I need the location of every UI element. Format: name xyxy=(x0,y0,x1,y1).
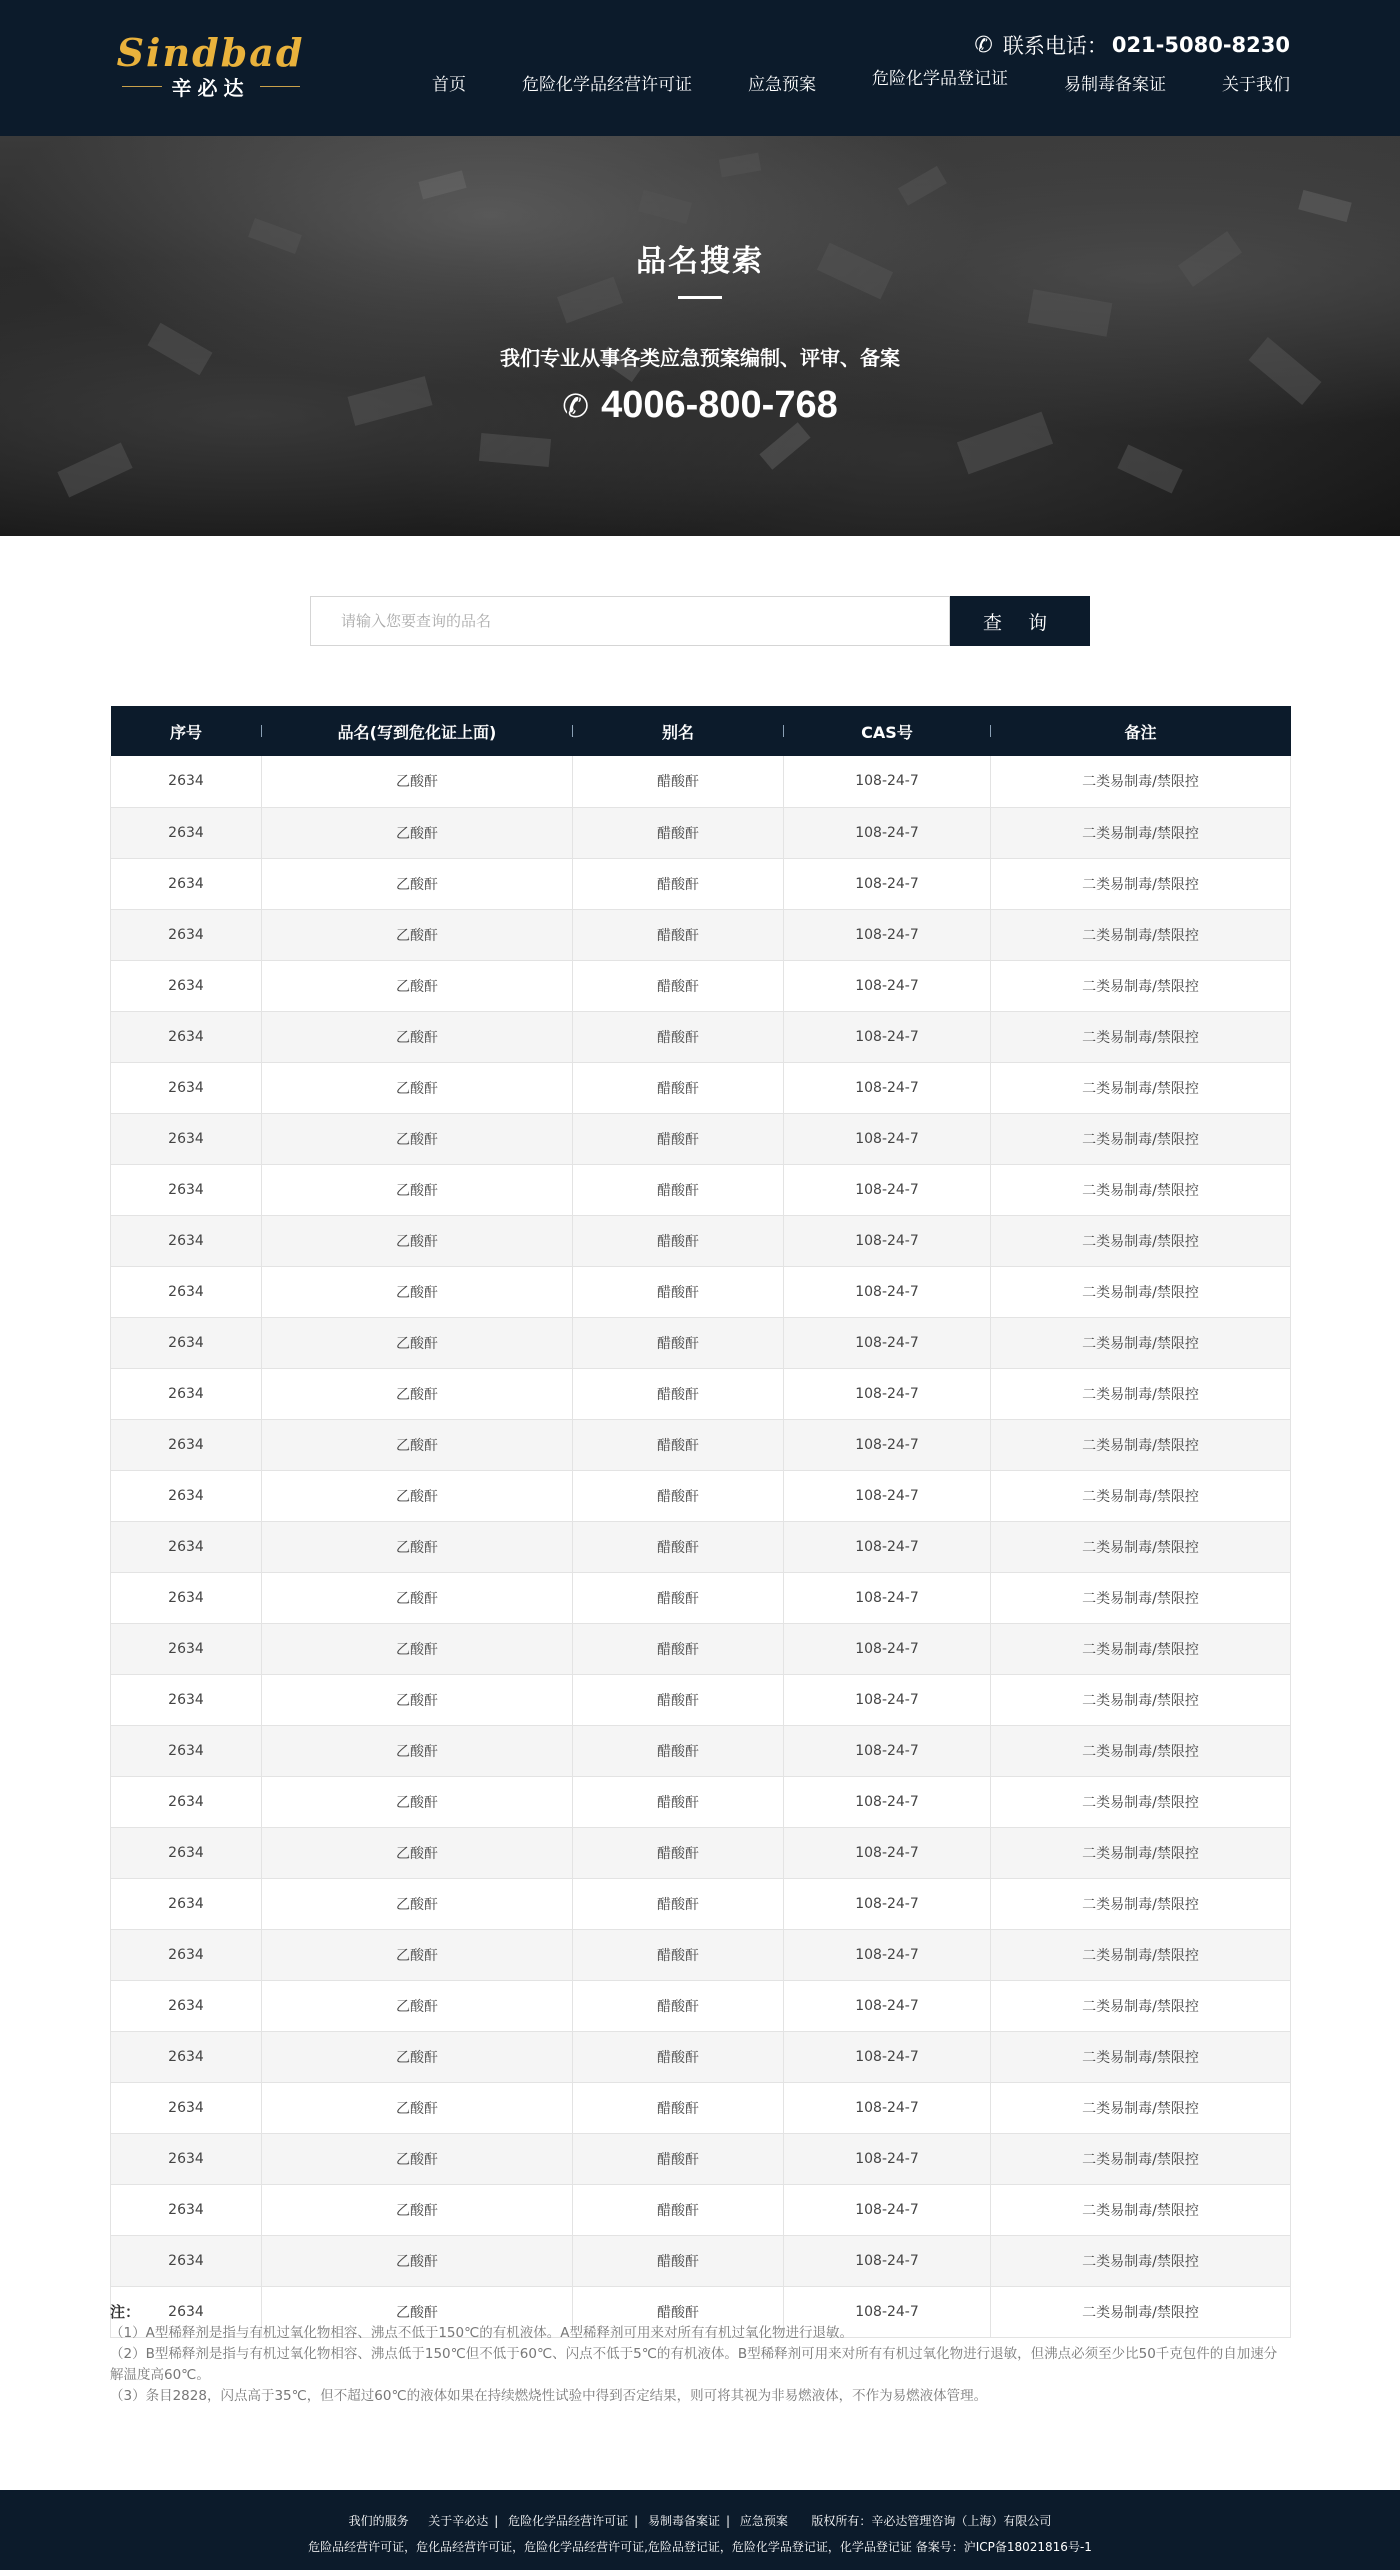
note-item: （2）B型稀释剂是指与有机过氧化物相容、沸点低于150℃但不低于60℃、闪点不低于5℃的有机液体。B型稀释剂可用来对所有有机过氧化物进行退敏，但沸点必须至少比50千克包件的自加速分解温度高60℃。 xyxy=(110,2346,1278,2383)
cell-remark: 二类易制毒/禁限控 xyxy=(991,1674,1291,1725)
logo[interactable] xyxy=(108,30,313,98)
cell-name: 乙酸酐 xyxy=(262,1113,573,1164)
cell-remark: 二类易制毒/禁限控 xyxy=(991,1113,1291,1164)
cell-cas: 108-24-7 xyxy=(784,909,991,960)
cell-cas: 108-24-7 xyxy=(784,2235,991,2286)
cell-remark: 二类易制毒/禁限控 xyxy=(991,1572,1291,1623)
cell-index: 2634 xyxy=(111,1572,262,1623)
cell-cas: 108-24-7 xyxy=(784,2133,991,2184)
cell-index: 2634 xyxy=(111,1827,262,1878)
cell-name: 乙酸酐 xyxy=(262,1725,573,1776)
cell-remark: 二类易制毒/禁限控 xyxy=(991,2235,1291,2286)
cell-alias: 醋酸酐 xyxy=(573,2286,784,2337)
cell-cas: 108-24-7 xyxy=(784,2031,991,2082)
cell-alias: 醋酸酐 xyxy=(573,1266,784,1317)
cell-name: 乙酸酐 xyxy=(262,1878,573,1929)
site-header xyxy=(0,0,1400,136)
footer-links: 我们的服务 关于辛必达 | 危险化学品经营许可证 | 易制毒备案证 | 应急预案 版权所有：辛必达管理咨询（上海）有限公司 xyxy=(348,2514,1052,2528)
cell-alias: 醋酸酐 xyxy=(573,858,784,909)
table-row xyxy=(111,1266,1291,1317)
cell-index: 2634 xyxy=(111,909,262,960)
banner-phone-number: 4006-800-768 xyxy=(601,384,838,426)
cell-name: 乙酸酐 xyxy=(262,2133,573,2184)
cell-name: 乙酸酐 xyxy=(262,807,573,858)
cell-remark: 二类易制毒/禁限控 xyxy=(991,1215,1291,1266)
cell-remark: 二类易制毒/禁限控 xyxy=(991,1521,1291,1572)
cell-alias: 醋酸酐 xyxy=(573,1725,784,1776)
cell-remark: 二类易制毒/禁限控 xyxy=(991,1623,1291,1674)
cell-index: 2634 xyxy=(111,1521,262,1572)
table-row xyxy=(111,1929,1291,1980)
note-item: （3）条目2828，闪点高于35℃，但不超过60℃的液体如果在持续燃烧性试验中得到否定结果，则可将其视为非易燃液体，不作为易燃液体管理。 xyxy=(110,2388,988,2404)
table-row xyxy=(111,1215,1291,1266)
cell-alias: 醋酸酐 xyxy=(573,1470,784,1521)
table-row xyxy=(111,2082,1291,2133)
banner-title-underline xyxy=(678,296,722,299)
cell-cas: 108-24-7 xyxy=(784,1317,991,1368)
cell-cas: 108-24-7 xyxy=(784,1062,991,1113)
cell-name: 乙酸酐 xyxy=(262,1419,573,1470)
column-header-name: 品名(写到危化证上面) xyxy=(262,706,573,756)
search-button[interactable]: 查 询 xyxy=(950,596,1090,646)
cell-remark: 二类易制毒/禁限控 xyxy=(991,1827,1291,1878)
table-row xyxy=(111,2031,1291,2082)
table-row xyxy=(111,1011,1291,1062)
cell-cas: 108-24-7 xyxy=(784,1929,991,1980)
table-row xyxy=(111,2184,1291,2235)
cell-index: 2634 xyxy=(111,1164,262,1215)
nav-item-precursor-filing[interactable]: 易制毒备案证 xyxy=(1064,75,1166,95)
cell-remark: 二类易制毒/禁限控 xyxy=(991,1776,1291,1827)
cell-cas: 108-24-7 xyxy=(784,960,991,1011)
cell-cas: 108-24-7 xyxy=(784,2082,991,2133)
cell-name: 乙酸酐 xyxy=(262,1776,573,1827)
cell-cas: 108-24-7 xyxy=(784,1878,991,1929)
cell-name: 乙酸酐 xyxy=(262,909,573,960)
cell-alias: 醋酸酐 xyxy=(573,909,784,960)
cell-name: 乙酸酐 xyxy=(262,2235,573,2286)
notes-section xyxy=(110,2302,1290,2407)
banner-subtitle: 我们专业从事各类应急预案编制、评审、备案 xyxy=(500,346,900,370)
table-row xyxy=(111,1164,1291,1215)
cell-alias: 醋酸酐 xyxy=(573,1368,784,1419)
nav-item-emergency-plan[interactable]: 应急预案 xyxy=(748,75,816,95)
cell-cas: 108-24-7 xyxy=(784,1725,991,1776)
cell-index: 2634 xyxy=(111,1011,262,1062)
cell-remark: 二类易制毒/禁限控 xyxy=(991,1980,1291,2031)
cell-alias: 醋酸酐 xyxy=(573,1929,784,1980)
cell-alias: 醋酸酐 xyxy=(573,1623,784,1674)
cell-name: 乙酸酐 xyxy=(262,1572,573,1623)
column-header-alias: 别名 xyxy=(573,706,784,756)
cell-remark: 二类易制毒/禁限控 xyxy=(991,1266,1291,1317)
cell-remark: 二类易制毒/禁限控 xyxy=(991,909,1291,960)
cell-alias: 醋酸酐 xyxy=(573,1062,784,1113)
table-row xyxy=(111,1827,1291,1878)
cell-cas: 108-24-7 xyxy=(784,1266,991,1317)
table-row xyxy=(111,1521,1291,1572)
cell-alias: 醋酸酐 xyxy=(573,1521,784,1572)
cell-name: 乙酸酐 xyxy=(262,1317,573,1368)
cell-name: 乙酸酐 xyxy=(262,756,573,807)
cell-alias: 醋酸酐 xyxy=(573,1215,784,1266)
table-row xyxy=(111,1062,1291,1113)
cell-index: 2634 xyxy=(111,1623,262,1674)
cell-index: 2634 xyxy=(111,1725,262,1776)
cell-index: 2634 xyxy=(111,1878,262,1929)
cell-alias: 醋酸酐 xyxy=(573,1164,784,1215)
cell-alias: 醋酸酐 xyxy=(573,960,784,1011)
cell-cas: 108-24-7 xyxy=(784,1776,991,1827)
cell-name: 乙酸酐 xyxy=(262,1011,573,1062)
cell-index: 2634 xyxy=(111,858,262,909)
cell-name: 乙酸酐 xyxy=(262,960,573,1011)
cell-name: 乙酸酐 xyxy=(262,1674,573,1725)
hero-banner xyxy=(0,136,1400,536)
phone-icon: ✆ xyxy=(974,32,993,58)
table-row xyxy=(111,1317,1291,1368)
cell-index: 2634 xyxy=(111,1113,262,1164)
cell-cas: 108-24-7 xyxy=(784,2286,991,2337)
table-row xyxy=(111,1572,1291,1623)
logo-text-en: Sindbad xyxy=(116,30,305,75)
cell-alias: 醋酸酐 xyxy=(573,2133,784,2184)
table-row xyxy=(111,858,1291,909)
cell-cas: 108-24-7 xyxy=(784,1113,991,1164)
cell-alias: 醋酸酐 xyxy=(573,1827,784,1878)
banner-background-image xyxy=(0,136,1400,536)
cell-index: 2634 xyxy=(111,1929,262,1980)
phone-label: 联系电话： xyxy=(1002,34,1108,58)
cell-remark: 二类易制毒/禁限控 xyxy=(991,807,1291,858)
cell-name: 乙酸酐 xyxy=(262,2031,573,2082)
table-row xyxy=(111,1776,1291,1827)
column-header-cas: CAS号 xyxy=(784,706,991,756)
cell-cas: 108-24-7 xyxy=(784,1011,991,1062)
header-phone xyxy=(974,30,1290,60)
cell-remark: 二类易制毒/禁限控 xyxy=(991,1725,1291,1776)
cell-cas: 108-24-7 xyxy=(784,1827,991,1878)
cell-alias: 醋酸酐 xyxy=(573,807,784,858)
cell-name: 乙酸酐 xyxy=(262,1623,573,1674)
table-row xyxy=(111,756,1291,807)
cell-index: 2634 xyxy=(111,2286,262,2337)
phone-icon: ✆ xyxy=(562,386,590,425)
footer-copyright: 版权所有：辛必达管理咨询（上海）有限公司 xyxy=(811,2514,1052,2528)
cell-alias: 醋酸酐 xyxy=(573,1419,784,1470)
cell-remark: 二类易制毒/禁限控 xyxy=(991,1317,1291,1368)
table-row xyxy=(111,960,1291,1011)
table-row xyxy=(111,1623,1291,1674)
cell-alias: 醋酸酐 xyxy=(573,1113,784,1164)
main-nav xyxy=(376,70,1290,100)
footer-link-precursor-filing[interactable]: 易制毒备案证 xyxy=(648,2514,721,2528)
cell-remark: 二类易制毒/禁限控 xyxy=(991,858,1291,909)
results-table xyxy=(110,706,1290,2338)
cell-cas: 108-24-7 xyxy=(784,1470,991,1521)
table-row xyxy=(111,1470,1291,1521)
cell-remark: 二类易制毒/禁限控 xyxy=(991,756,1291,807)
cell-name: 乙酸酐 xyxy=(262,1215,573,1266)
cell-cas: 108-24-7 xyxy=(784,1368,991,1419)
cell-cas: 108-24-7 xyxy=(784,2184,991,2235)
table-row xyxy=(111,909,1291,960)
nav-item-about[interactable]: 关于我们 xyxy=(1222,75,1290,95)
cell-remark: 二类易制毒/禁限控 xyxy=(991,1062,1291,1113)
cell-remark: 二类易制毒/禁限控 xyxy=(991,2082,1291,2133)
cell-name: 乙酸酐 xyxy=(262,1062,573,1113)
cell-remark: 二类易制毒/禁限控 xyxy=(991,960,1291,1011)
cell-remark: 二类易制毒/禁限控 xyxy=(991,2133,1291,2184)
cell-index: 2634 xyxy=(111,1062,262,1113)
cell-index: 2634 xyxy=(111,807,262,858)
footer-keywords-icp: 危险品经营许可证，危化品经营许可证，危险化学品经营许可证,危险品登记证，危险化学品登记证，化学品登记证 备案号：沪ICP备18021816号-1 xyxy=(308,2540,1092,2554)
phone-number: 021-5080-8230 xyxy=(1111,33,1290,57)
cell-index: 2634 xyxy=(111,960,262,1011)
table-header-row xyxy=(111,706,1291,756)
cell-cas: 108-24-7 xyxy=(784,1215,991,1266)
table-row xyxy=(111,2235,1291,2286)
footer-link-services[interactable]: 我们的服务 xyxy=(348,2514,409,2528)
nav-item-home[interactable]: 首页 xyxy=(432,75,466,95)
table-row xyxy=(111,1368,1291,1419)
cell-index: 2634 xyxy=(111,1674,262,1725)
cell-name: 乙酸酐 xyxy=(262,1980,573,2031)
cell-cas: 108-24-7 xyxy=(784,1623,991,1674)
footer-link-business-license[interactable]: 危险化学品经营许可证 xyxy=(508,2514,629,2528)
cell-remark: 二类易制毒/禁限控 xyxy=(991,1368,1291,1419)
cell-index: 2634 xyxy=(111,1980,262,2031)
cell-index: 2634 xyxy=(111,1368,262,1419)
site-footer xyxy=(0,2490,1400,2570)
cell-cas: 108-24-7 xyxy=(784,858,991,909)
table-row xyxy=(111,1725,1291,1776)
cell-name: 乙酸酐 xyxy=(262,858,573,909)
cell-remark: 二类易制毒/禁限控 xyxy=(991,1419,1291,1470)
cell-name: 乙酸酐 xyxy=(262,1368,573,1419)
cell-cas: 108-24-7 xyxy=(784,1164,991,1215)
cell-alias: 醋酸酐 xyxy=(573,1980,784,2031)
cell-remark: 二类易制毒/禁限控 xyxy=(991,1164,1291,1215)
cell-alias: 醋酸酐 xyxy=(573,1317,784,1368)
cell-cas: 108-24-7 xyxy=(784,1674,991,1725)
logo-divider xyxy=(260,86,300,87)
cell-index: 2634 xyxy=(111,2133,262,2184)
notes-title: 注： xyxy=(110,2303,141,2321)
nav-item-business-license[interactable]: 危险化学品经营许可证 xyxy=(522,75,692,95)
table-row xyxy=(111,1419,1291,1470)
cell-cas: 108-24-7 xyxy=(784,807,991,858)
cell-cas: 108-24-7 xyxy=(784,1521,991,1572)
table-body xyxy=(111,756,1291,2337)
table-row xyxy=(111,2133,1291,2184)
cell-index: 2634 xyxy=(111,2235,262,2286)
footer-link-emergency-plan[interactable]: 应急预案 xyxy=(739,2514,788,2528)
cell-alias: 醋酸酐 xyxy=(573,756,784,807)
cell-cas: 108-24-7 xyxy=(784,1980,991,2031)
banner-phone xyxy=(0,384,1400,427)
cell-index: 2634 xyxy=(111,2082,262,2133)
cell-remark: 二类易制毒/禁限控 xyxy=(991,1929,1291,1980)
cell-remark: 二类易制毒/禁限控 xyxy=(991,1878,1291,1929)
cell-alias: 醋酸酐 xyxy=(573,2235,784,2286)
table-row xyxy=(111,1878,1291,1929)
logo-divider xyxy=(122,86,162,87)
cell-index: 2634 xyxy=(111,1215,262,1266)
cell-index: 2634 xyxy=(111,1317,262,1368)
cell-alias: 醋酸酐 xyxy=(573,1674,784,1725)
cell-remark: 二类易制毒/禁限控 xyxy=(991,2286,1291,2337)
cell-index: 2634 xyxy=(111,2031,262,2082)
cell-index: 2634 xyxy=(111,1266,262,1317)
cell-alias: 醋酸酐 xyxy=(573,2031,784,2082)
cell-name: 乙酸酐 xyxy=(262,1521,573,1572)
cell-cas: 108-24-7 xyxy=(784,756,991,807)
cell-name: 乙酸酐 xyxy=(262,2184,573,2235)
logo-text-cn: 辛必达 xyxy=(171,75,250,100)
cell-name: 乙酸酐 xyxy=(262,1470,573,1521)
cell-remark: 二类易制毒/禁限控 xyxy=(991,1470,1291,1521)
cell-name: 乙酸酐 xyxy=(262,1827,573,1878)
column-header-index: 序号 xyxy=(111,706,262,756)
cell-alias: 醋酸酐 xyxy=(573,1011,784,1062)
cell-alias: 醋酸酐 xyxy=(573,1878,784,1929)
cell-index: 2634 xyxy=(111,756,262,807)
table-row xyxy=(111,1980,1291,2031)
footer-link-about[interactable]: 关于辛必达 xyxy=(428,2514,489,2528)
search-input[interactable] xyxy=(310,596,950,646)
column-header-remark: 备注 xyxy=(1124,722,1157,742)
table-row xyxy=(111,1113,1291,1164)
table-row xyxy=(111,1674,1291,1725)
note-item: （1）A型稀释剂是指与有机过氧化物相容、沸点不低于150℃的有机液体。A型稀释剂可用来对所有有机过氧化物进行退敏。 xyxy=(110,2325,853,2341)
cell-name: 乙酸酐 xyxy=(262,2286,573,2337)
cell-alias: 醋酸酐 xyxy=(573,2184,784,2235)
cell-remark: 二类易制毒/禁限控 xyxy=(991,1011,1291,1062)
cell-name: 乙酸酐 xyxy=(262,1266,573,1317)
cell-remark: 二类易制毒/禁限控 xyxy=(991,2031,1291,2082)
cell-cas: 108-24-7 xyxy=(784,1419,991,1470)
cell-alias: 醋酸酐 xyxy=(573,1572,784,1623)
table-row xyxy=(111,807,1291,858)
cell-index: 2634 xyxy=(111,1470,262,1521)
cell-cas: 108-24-7 xyxy=(784,1572,991,1623)
nav-item-registration[interactable]: 危险化学品登记证 xyxy=(872,69,1008,89)
cell-name: 乙酸酐 xyxy=(262,1164,573,1215)
cell-alias: 醋酸酐 xyxy=(573,1776,784,1827)
cell-index: 2634 xyxy=(111,1419,262,1470)
cell-name: 乙酸酐 xyxy=(262,2082,573,2133)
cell-index: 2634 xyxy=(111,2184,262,2235)
cell-index: 2634 xyxy=(111,1776,262,1827)
banner-title: 品名搜索 xyxy=(636,244,764,279)
cell-name: 乙酸酐 xyxy=(262,1929,573,1980)
cell-remark: 二类易制毒/禁限控 xyxy=(991,2184,1291,2235)
cell-alias: 醋酸酐 xyxy=(573,2082,784,2133)
